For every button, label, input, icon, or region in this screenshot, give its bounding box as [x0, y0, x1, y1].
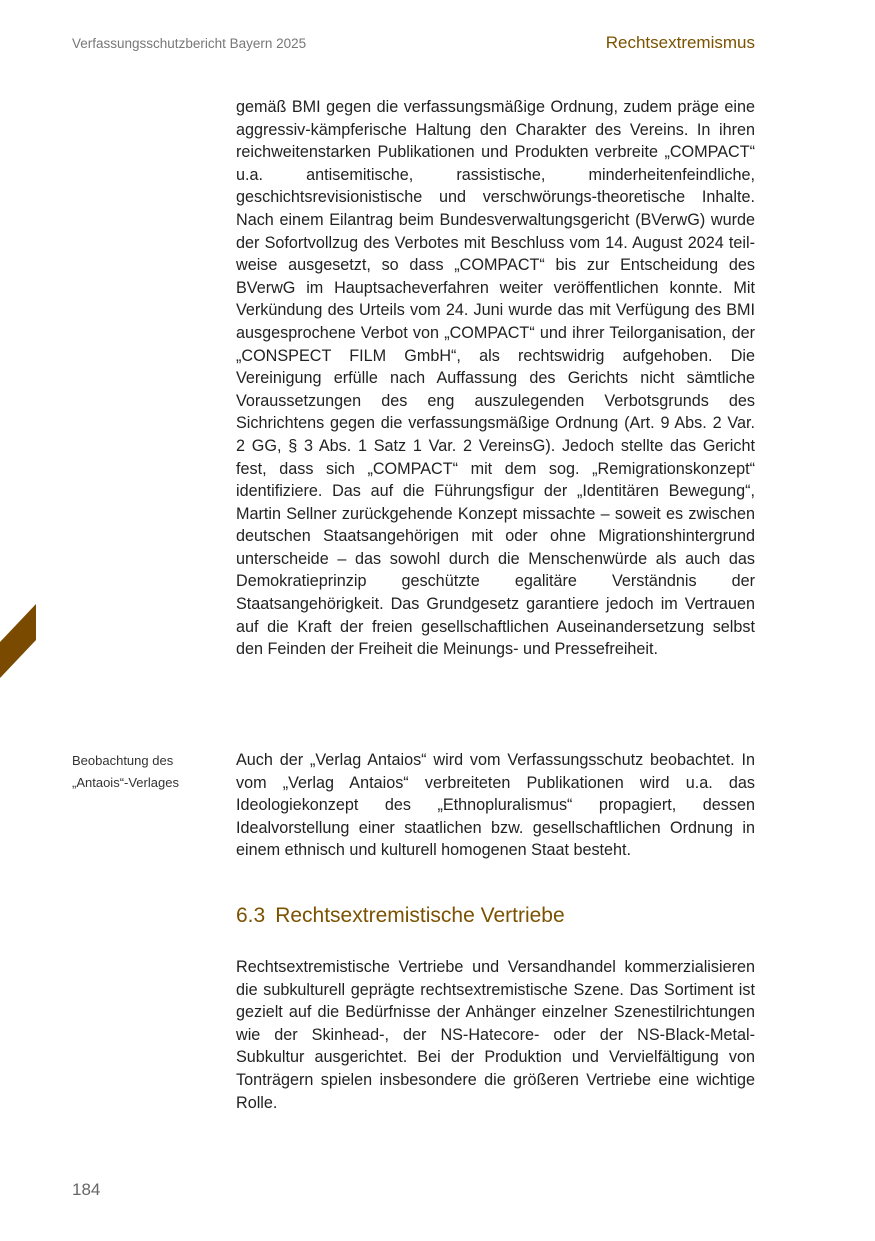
chapter-tab-marker: [0, 604, 36, 678]
section-title: Rechtsextremistische Vertriebe: [275, 904, 565, 927]
section-heading: [236, 904, 565, 928]
page-number: 184: [72, 1180, 101, 1199]
body-paragraph-1: gemäß BMI gegen die verfassungsmäßige Ordnung, zudem präge eine aggressiv-kämpferische Haltung den Charakter des Vereins. In ihren reichweitenstarken Publikationen und Produkten verbreite „COMPACT“ u.a. antisemitische, rassistische, minderheitenfeindliche, geschichtsrevisionistische und verschwörungs-theoretische Inhalte. Nach einem Eilantrag beim Bundesverwaltungsgericht (BVerwG) wurde der Sofortvollzug des Verbotes mit Beschluss vom 14. August 2024 teilweise ausgesetzt, so dass „COMPACT“ bis zur Entscheidung des BVerwG im Hauptsacheverfahren weiter veröffentlichen konnte. Mit Verkündung des Urteils vom 24. Juni wurde das mit Verfügung des BMI ausgesprochene Verbot von „COMPACT“ und ihrer Teilorganisation, der „CONSPECT FILM GmbH“, als rechtswidrig aufgehoben. Die Vereinigung erfülle nach Auffassung des Gerichts nicht sämtliche Voraussetzungen des eng auszulegenden Verbotsgrunds des Sichrichtens gegen die verfassungsmäßige Ordnung (Art. 9 Abs. 2 Var. 2 GG, § 3 Abs. 1 Satz 1 Var. 2 VereinsG). Jedoch stellte das Gericht fest, dass sich „COMPACT“ mit dem sog. „Remigrationskonzept“ identifiziere. Das auf die Führungsfigur der „Identitären Bewegung“, Martin Sellner zurückgehende Konzept missachte – soweit es zwischen deutschen Staatsangehörigen mit oder ohne Migrationshintergrund unterscheide – das sowohl durch die Menschenwürde als auch das Demokratieprinzip geschützte egalitäre Verständnis der Staatsangehörigkeit. Das Grundgesetz garantiere jedoch im Vertrauen auf die Kraft der freien gesellschaftlichen Auseinandersetzung selbst den Feinden der Freiheit die Meinungs- und Pressefreiheit.: [236, 98, 755, 659]
margin-note: Beobachtung des „Antaois“-Verlages: [72, 753, 179, 790]
running-header-chapter: Rechtsextremismus: [605, 33, 755, 52]
body-paragraph-2: Auch der „Verlag Antaios“ wird vom Verfassungsschutz beobachtet. In vom „Verlag Antaios“ verbreiteten Publikationen wird u.a. das Ideologiekonzept des „Ethnopluralismus“ propagiert, dessen Idealvorstellung einer staatlichen bzw. gesellschaftlichen Ordnung in einem ethnisch und kulturell homogenen Staat besteht.: [236, 751, 755, 860]
section-number: 6.3: [236, 904, 266, 927]
body-paragraph-3: Rechtsextremistische Vertriebe und Versandhandel kommerzialisieren die subkulturell geprägte rechtsextremistische Szene. Das Sortiment ist gezielt auf die Bedürfnisse der Anhänger einzelner Szenestilrichtungen wie der Skinhead-, der NS-Hatecore- oder der NS-Black-Metal-Subkultur ausgerichtet. Bei der Produktion und Vervielfältigung von Tonträgern spielen insbesondere die größeren Vertriebe eine wichtige Rolle.: [236, 958, 755, 1112]
running-header-title: Verfassungsschutzbericht Bayern 2025: [72, 36, 307, 51]
